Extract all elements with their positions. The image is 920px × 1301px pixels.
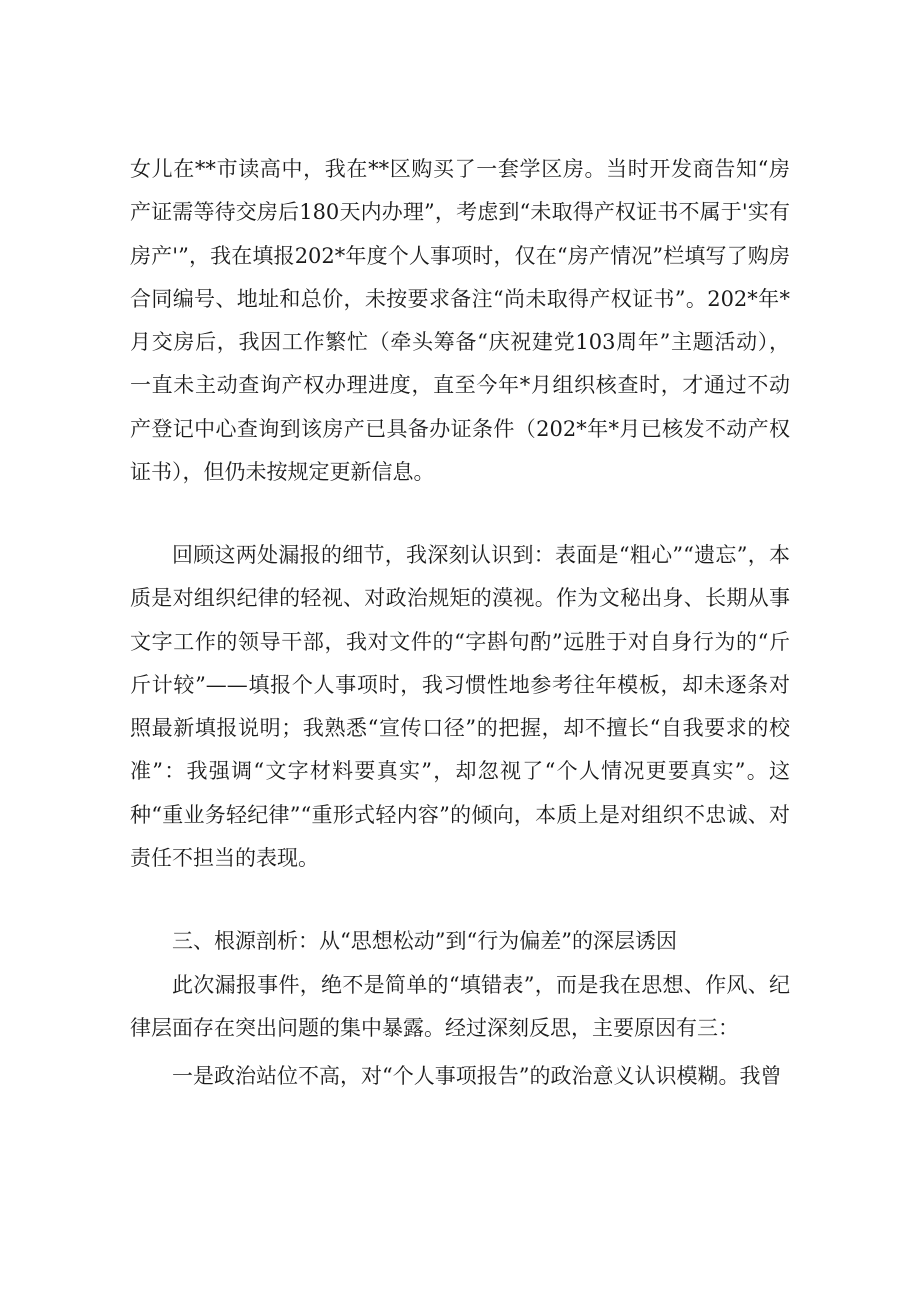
section-heading-root-cause: 三、根源剖析：从“思想松动”到“行为偏差”的深层诱因 (172, 929, 677, 953)
paragraph-house-purchase: 女儿在**市读高中，我在**区购买了一套学区房。当时开发商告知“房产证需等待交房后180天内办理”，考虑到“未取得产权证书不属于'实有房产'”，我在填报202*年度个人事项时，仅在“房产情况”栏填写了购房合同编号、地址和总价，未按要求备注“尚未取得产权证书”。202*年*月交房后，我因工作繁忙（牵头筹备“庆祝建党103周年”主题活动），一直未主动查询产权办理进度，直至今年*月组织核查时，才通过不动产登记中心查询到该房产已具备办证条件（202*年*月已核发不动产权证书），但仍未按规定更新信息。 (130, 157, 790, 485)
paragraph-reason-one: 一是政治站位不高，对“个人事项报告”的政治意义认识模糊。我曾 (172, 1064, 782, 1088)
paragraph-reflection: 回顾这两处漏报的细节，我深刻认识到：表面是“粗心”“遗忘”，本质是对组织纪律的轻视、对政治规矩的漠视。作为文秘出身、长期从事文字工作的领导干部，我对文件的“字斟句酌”远胜于对自身行为的“斤斤计较”——填报个人事项时，我习惯性地参考往年模板，却未逐条对照最新填报说明；我熟悉“宣传口径”的把握，却不擅长“自我要求的校准”：我强调“文字材料要真实”，却忽视了“个人情况更要真实”。这种“重业务轻纪律”“重形式轻内容”的倾向，本质上是对组织不忠诚、对责任不担当的表现。 (130, 543, 790, 871)
paragraph-incident-summary: 此次漏报事件，绝不是简单的“填错表”，而是我在思想、作风、纪律层面存在突出问题的集中暴露。经过深刻反思，主要原因有三： (130, 973, 790, 1041)
